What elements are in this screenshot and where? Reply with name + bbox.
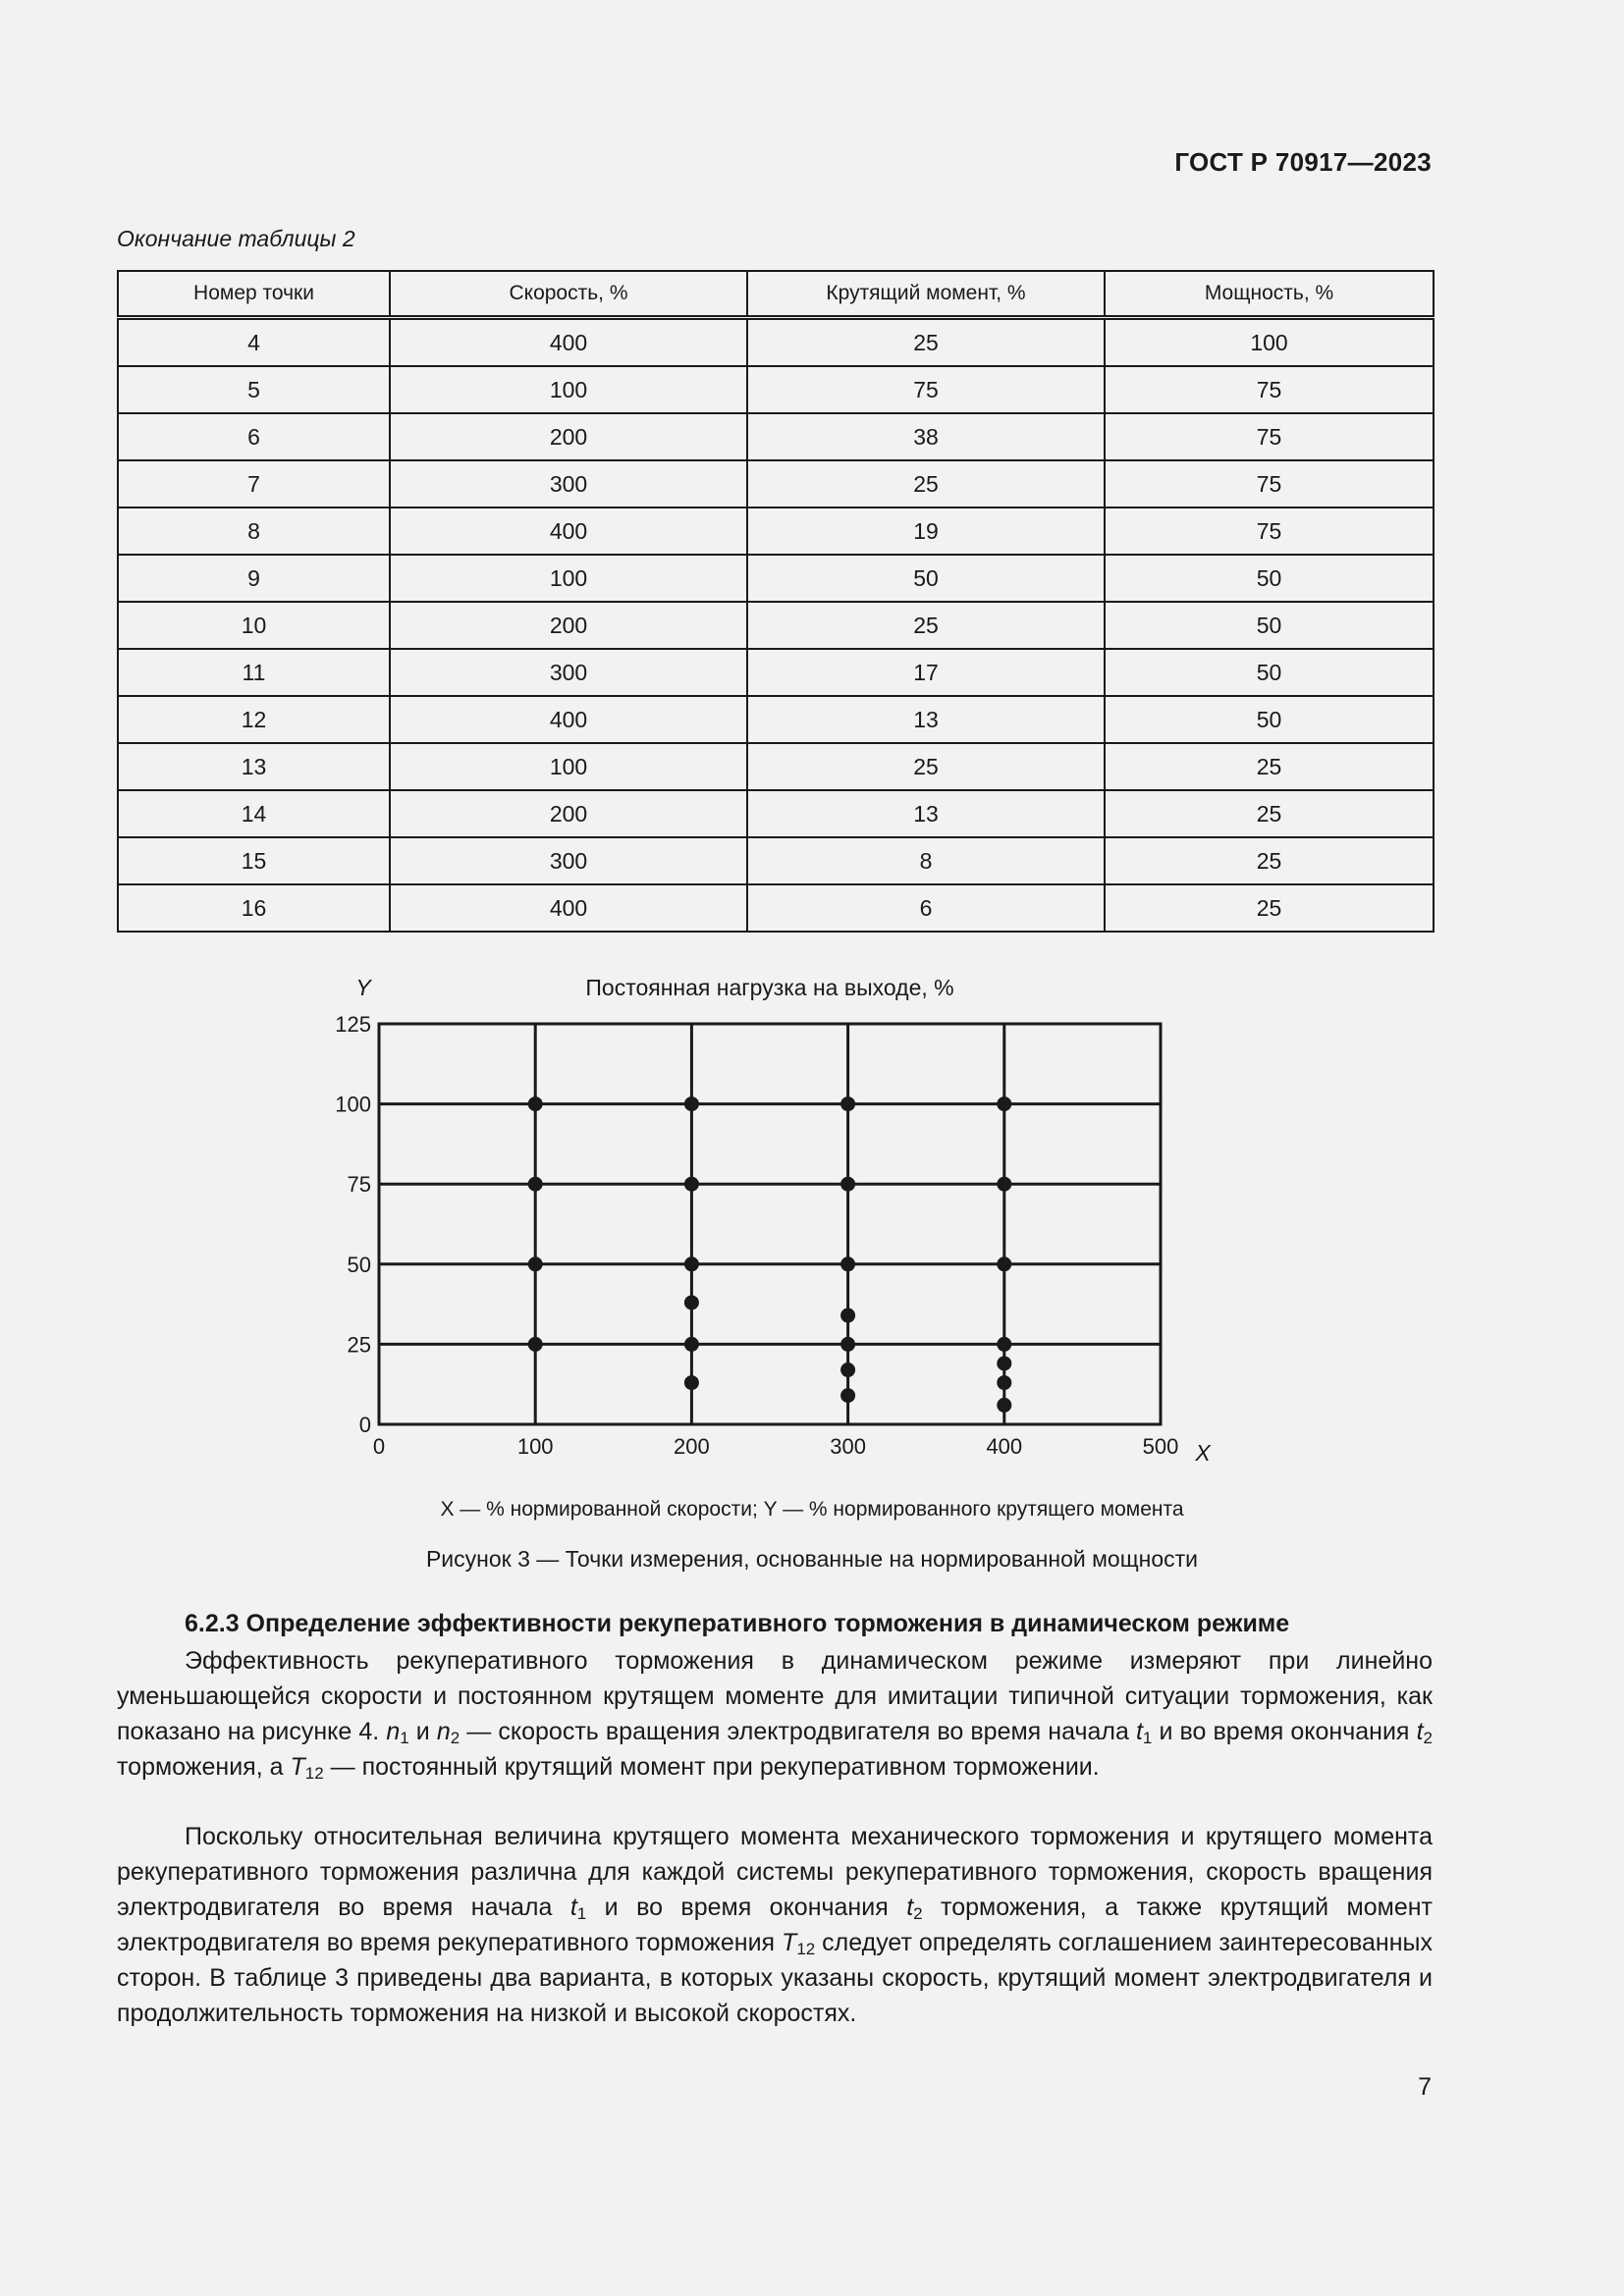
table-row — [118, 790, 1434, 837]
table-cell: 38 — [747, 413, 1105, 460]
paragraph-2: Поскольку относительная величина крутящего момента механического торможения и крутящего момента рекуперативного торможения различна для каждой системы рекуперативного торможения, скорость вращения электродвигателя во время начала $t_1$ и во время окончания $t_2$ торможения, а также крутящий момент электродвигателя во время рекуперативного торможения $T_{12}$ следует определять соглашением заинтересованных сторон. В таблице 3 приведены два варианта, в которых указаны скорость, крутящий момент электродвигателя и продолжительность торможения на низкой и высокой скоростях. — [117, 1823, 1434, 2027]
table-row — [118, 696, 1434, 743]
table-cell: 50 — [1105, 696, 1434, 743]
data-point — [997, 1337, 1011, 1352]
table-row — [118, 649, 1434, 696]
table-cell: 75 — [1105, 460, 1434, 507]
table-cell: 75 — [1105, 507, 1434, 555]
data-point — [684, 1096, 699, 1111]
table-cell: 25 — [747, 743, 1105, 790]
table-cell: 14 — [118, 790, 390, 837]
table-cell: 300 — [390, 649, 747, 696]
data-point — [528, 1256, 543, 1271]
table-cell: 50 — [747, 555, 1105, 602]
table-cell: 11 — [118, 649, 390, 696]
data-point — [997, 1177, 1011, 1192]
x-tick-label: 0 — [372, 1434, 386, 1459]
table-cell: 100 — [1105, 318, 1434, 367]
table-cell: 25 — [747, 318, 1105, 367]
table-cell: 25 — [1105, 884, 1434, 932]
table-cell: 19 — [747, 507, 1105, 555]
chart-canvas — [295, 972, 1237, 1522]
table-caption: Окончание таблицы 2 — [117, 226, 355, 251]
table-row — [118, 460, 1434, 507]
table-body — [118, 318, 1434, 933]
y-tick-label: 50 — [347, 1252, 371, 1277]
table-cell: 25 — [1105, 743, 1434, 790]
table-cell: 6 — [118, 413, 390, 460]
plot-frame — [379, 1024, 1161, 1424]
chart-legend: X — % нормированной скорости; Y — % нормированного крутящего момента — [440, 1498, 1184, 1521]
data-point — [684, 1177, 699, 1192]
y-tick-label: 100 — [335, 1092, 371, 1117]
table-cell: 25 — [1105, 837, 1434, 884]
table-cell: 50 — [1105, 602, 1434, 649]
table-cell: 8 — [118, 507, 390, 555]
table-cell: 25 — [1105, 790, 1434, 837]
table-cell: 75 — [747, 366, 1105, 413]
table-cell: 4 — [118, 318, 390, 367]
data-point — [684, 1375, 699, 1390]
data-point — [528, 1177, 543, 1192]
table-cell: 200 — [390, 602, 747, 649]
table-cell: 400 — [390, 318, 747, 367]
table-cell: 12 — [118, 696, 390, 743]
table-cell: 15 — [118, 837, 390, 884]
table-cell: 75 — [1105, 366, 1434, 413]
table-cell: 6 — [747, 884, 1105, 932]
data-point — [840, 1177, 855, 1192]
data-point — [840, 1362, 855, 1377]
table-cell: 100 — [390, 555, 747, 602]
column-header-speed: Скорость, % — [390, 271, 747, 318]
y-tick-label: 0 — [358, 1413, 371, 1437]
page-number: 7 — [1418, 2073, 1432, 2101]
x-tick-label: 500 — [1142, 1434, 1179, 1459]
x-tick-label: 100 — [516, 1434, 554, 1459]
measurement-points-table — [117, 270, 1435, 933]
table-row — [118, 837, 1434, 884]
chart-points — [528, 1096, 1012, 1413]
table-cell: 50 — [1105, 555, 1434, 602]
table-header-row — [118, 271, 1434, 318]
data-point — [528, 1337, 543, 1352]
column-header-power: Мощность, % — [1105, 271, 1434, 318]
data-point — [684, 1295, 699, 1309]
table-cell: 16 — [118, 884, 390, 932]
table-row — [118, 318, 1434, 367]
table-row — [118, 555, 1434, 602]
chart-ticks — [335, 1012, 1178, 1459]
x-tick-label: 400 — [986, 1434, 1023, 1459]
table-cell: 8 — [747, 837, 1105, 884]
table-cell: 300 — [390, 460, 747, 507]
y-tick-label: 75 — [347, 1172, 371, 1198]
data-point — [997, 1256, 1011, 1271]
data-point — [997, 1375, 1011, 1390]
table-cell: 13 — [747, 696, 1105, 743]
table-cell: 400 — [390, 696, 747, 743]
column-header-torque: Крутящий момент, % — [747, 271, 1105, 318]
document-code: ГОСТ Р 70917—2023 — [1174, 147, 1432, 177]
table-cell: 200 — [390, 790, 747, 837]
table-row — [118, 413, 1434, 460]
table-row — [118, 602, 1434, 649]
x-tick-label: 200 — [674, 1434, 710, 1459]
table-cell: 100 — [390, 366, 747, 413]
x-axis-label: X — [1195, 1440, 1211, 1466]
table-cell: 200 — [390, 413, 747, 460]
table-row — [118, 743, 1434, 790]
table-cell: 75 — [1105, 413, 1434, 460]
table-cell: 10 — [118, 602, 390, 649]
data-point — [840, 1096, 855, 1111]
table-cell: 100 — [390, 743, 747, 790]
table-cell: 13 — [118, 743, 390, 790]
table-cell: 300 — [390, 837, 747, 884]
chart-grid — [379, 1024, 1161, 1424]
table-cell: 400 — [390, 507, 747, 555]
x-tick-label: 300 — [830, 1434, 866, 1459]
table-row — [118, 884, 1434, 932]
data-point — [684, 1337, 699, 1352]
paragraph-1: Эффективность рекуперативного торможения в динамическом режиме измеряют при линейно уменьшающейся скорости и постоянном крутящем моменте для имитации типичной ситуации торможения, как показано на рисунке 4. $n_1$ и $n_2$ — скорость вращения электродвигателя во время начала $t_1$ и во время окончания $t_2$ торможения, а $T_{12}$ — постоянный крутящий момент при рекуперативном торможении. — [117, 1647, 1433, 1783]
table-cell: 25 — [747, 460, 1105, 507]
table-cell: 17 — [747, 649, 1105, 696]
figure-caption: Рисунок 3 — Точки измерения, основанные на нормированной мощности — [425, 1546, 1199, 1572]
y-tick-label: 125 — [335, 1012, 371, 1037]
table-row — [118, 507, 1434, 555]
data-point — [840, 1256, 855, 1271]
chart-title: Постоянная нагрузка на выходе, % — [585, 975, 954, 1000]
data-point — [840, 1388, 855, 1403]
data-point — [997, 1356, 1011, 1370]
table-cell: 7 — [118, 460, 390, 507]
data-point — [840, 1308, 855, 1323]
table-cell: 50 — [1105, 649, 1434, 696]
data-point — [997, 1398, 1011, 1413]
y-axis-label: Y — [355, 975, 371, 1000]
table-cell: 5 — [118, 366, 390, 413]
table-cell: 13 — [747, 790, 1105, 837]
data-point — [997, 1096, 1011, 1111]
data-point — [840, 1337, 855, 1352]
section-heading: 6.2.3 Определение эффективности рекуперативного торможения в динамическом режиме — [185, 1610, 1290, 1637]
table-cell: 9 — [118, 555, 390, 602]
measurement-points-chart — [295, 972, 1237, 1522]
y-tick-label: 25 — [347, 1332, 371, 1358]
data-point — [528, 1096, 543, 1111]
column-header-point: Номер точки — [118, 271, 390, 318]
table-cell: 25 — [747, 602, 1105, 649]
data-point — [684, 1256, 699, 1271]
table-cell: 400 — [390, 884, 747, 932]
table-row — [118, 366, 1434, 413]
